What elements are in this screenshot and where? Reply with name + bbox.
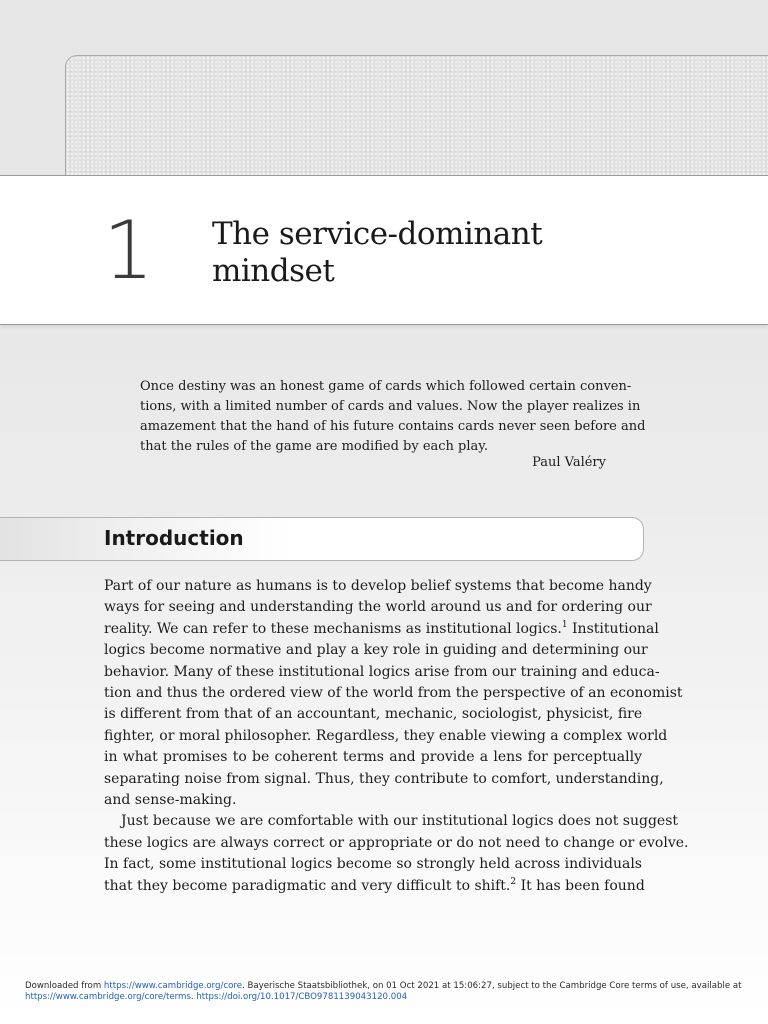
- body-line: in what promises to be coherent terms and provide a lens for perceptually: [104, 749, 642, 766]
- body-line: logics become normative and play a key role in guiding and determining our: [104, 642, 648, 659]
- section-heading: Introduction: [104, 526, 244, 550]
- body-line: and sense-making.: [104, 792, 237, 809]
- epigraph-line: tions, with a limited number of cards and values. Now the player realizes in: [140, 399, 641, 414]
- footer-line: [25, 981, 750, 992]
- chapter-number: 1: [103, 204, 154, 297]
- body-line: [104, 619, 659, 640]
- footer-line: [25, 992, 750, 1003]
- download-footer: [25, 981, 750, 1003]
- body-line: fighter, or moral philosopher. Regardless, they enable viewing a complex world: [104, 727, 668, 744]
- footnote-marker[interactable]: 1: [561, 619, 568, 630]
- epigraph-attribution: Paul Valéry: [532, 455, 606, 470]
- epigraph-line: amazement that the hand of his future contains cards never seen before and: [140, 419, 646, 434]
- body-line: behavior. Many of these institutional logics arise from our training and educa-: [104, 663, 660, 680]
- chapter-title: [212, 216, 632, 290]
- body-line: these logics are always correct or appropriate or do not need to change or evolve.: [104, 834, 689, 851]
- footer-text: Downloaded from: [25, 981, 104, 991]
- footer-text: . Bayerische Staatsbibliothek, on 01 Oct 2021 at 15:06:27, subject to the Cambridge Core terms of use, available at: [242, 981, 742, 991]
- footer-text: .: [190, 992, 197, 1002]
- body-text: [104, 576, 689, 897]
- chapter-title-line: The service-dominant: [212, 216, 543, 252]
- body-line-text: reality. We can refer to these mechanisms as institutional logics.: [104, 620, 562, 637]
- body-line: Just because we are comfortable with our institutional logics does not suggest: [121, 813, 679, 830]
- footer-link-core[interactable]: https://www.cambridge.org/core: [103, 981, 243, 991]
- footer-link-doi[interactable]: https://doi.org/10.1017/CBO9781139043120.004: [196, 992, 408, 1002]
- chapter-title-line: mindset: [212, 253, 335, 289]
- epigraph: [140, 377, 646, 473]
- decorative-texture-tab: [65, 55, 768, 187]
- footer-link-terms[interactable]: https://www.cambridge.org/core/terms: [25, 992, 191, 1002]
- body-line: In fact, some institutional logics become so strongly held across individuals: [104, 856, 642, 873]
- body-line: Part of our nature as humans is to develop belief systems that become handy: [104, 578, 652, 594]
- footnote-marker[interactable]: 2: [510, 876, 517, 887]
- body-line-text: that they become paradigmatic and very difficult to shift.: [104, 877, 511, 894]
- body-line: separating noise from signal. Thus, they contribute to comfort, understanding,: [104, 770, 664, 787]
- epigraph-line: that the rules of the game are modified by each play.: [140, 439, 489, 454]
- epigraph-line: Once destiny was an honest game of cards which followed certain conven-: [140, 379, 632, 394]
- body-line: is different from that of an accountant, mechanic, sociologist, physicist, fire: [104, 706, 643, 723]
- body-line-text: Institutional: [567, 620, 659, 637]
- body-line: ways for seeing and understanding the world around us and for ordering our: [104, 599, 652, 616]
- body-line: tion and thus the ordered view of the world from the perspective of an economist: [104, 685, 683, 702]
- body-line-text: It has been found: [516, 877, 645, 894]
- body-line: [104, 876, 645, 897]
- section-heading-bar: [0, 517, 644, 561]
